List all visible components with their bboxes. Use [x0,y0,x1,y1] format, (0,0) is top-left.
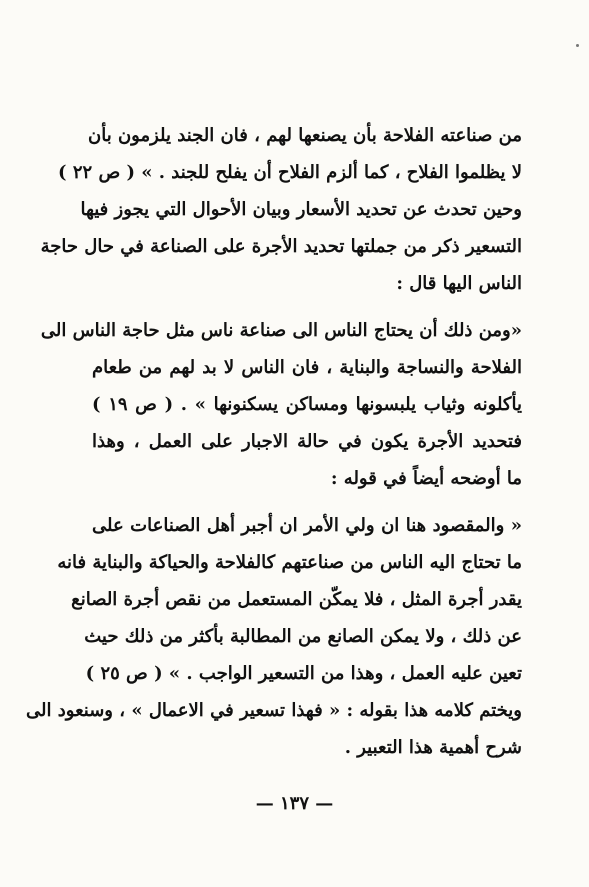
text-line: من صناعته الفلاحة بأن يصنعها لهم ، فان الجند يلزمون بأن [87,125,522,146]
paragraph-1 [40,117,522,302]
paragraph-gap [92,302,522,312]
text-line: فتحديد الأجرة يكون في حالة الاجبار على العمل ، وهذا [92,431,522,452]
text-line: لا يظلموا الفلاح ، كما ألزم الفلاح أن يفلح للجند . » ( ص ٢٢ ) [58,162,522,183]
text-line: شرح أهمية هذا التعبير . [344,737,522,758]
text-line: يأكلونه وثياب يلبسونها ومساكن يسكنونها » . ( ص ١٩ ) [92,394,522,415]
text-line: الفلاحة والنساجة والبناية ، فان الناس لا بد لهم من طعام [92,357,522,378]
paragraph-2 [40,312,522,497]
text-line: ما تحتاج اليه الناس من صناعتهم كالفلاحة والحياكة والبناية فانه [57,552,522,573]
text-line: تعين عليه العمل ، وهذا من التسعير الواجب . » ( ص ٢٥ ) [85,663,522,684]
text-line: « والمقصود هنا ان ولي الأمر ان أجبر أهل الصناعات على [92,515,522,536]
text-line: ما أوضحه أيضاً في قوله : [330,468,522,489]
text-line: عن ذلك ، ولا يمكن الصانع من المطالبة بأكثر من ذلك حيث [84,626,522,647]
page-number: — ١٣٧ — [255,793,334,814]
text-line: الناس اليها قال : [396,273,522,294]
text-line: ويختم كلامه هذا بقوله : « فهذا تسعير في الاعمال » ، وسنعود الى [26,700,522,721]
paragraph-3 [26,507,522,766]
scan-speck [576,44,579,47]
text-line: «ومن ذلك أن يحتاج الناس الى صناعة ناس مثل حاجة الناس الى [40,320,522,341]
text-line: وحين تحدث عن تحديد الأسعار وبيان الأحوال التي يجوز فيها [80,199,522,220]
paragraph-gap [92,497,522,507]
text-line: يقدر أجرة المثل ، فلا يمكّن المستعمل من نقص أجرة الصانع [71,589,522,610]
text-line: التسعير ذكر من جملتها تحديد الأجرة على الصناعة في حال حاجة [40,236,522,257]
body-text [26,117,522,766]
